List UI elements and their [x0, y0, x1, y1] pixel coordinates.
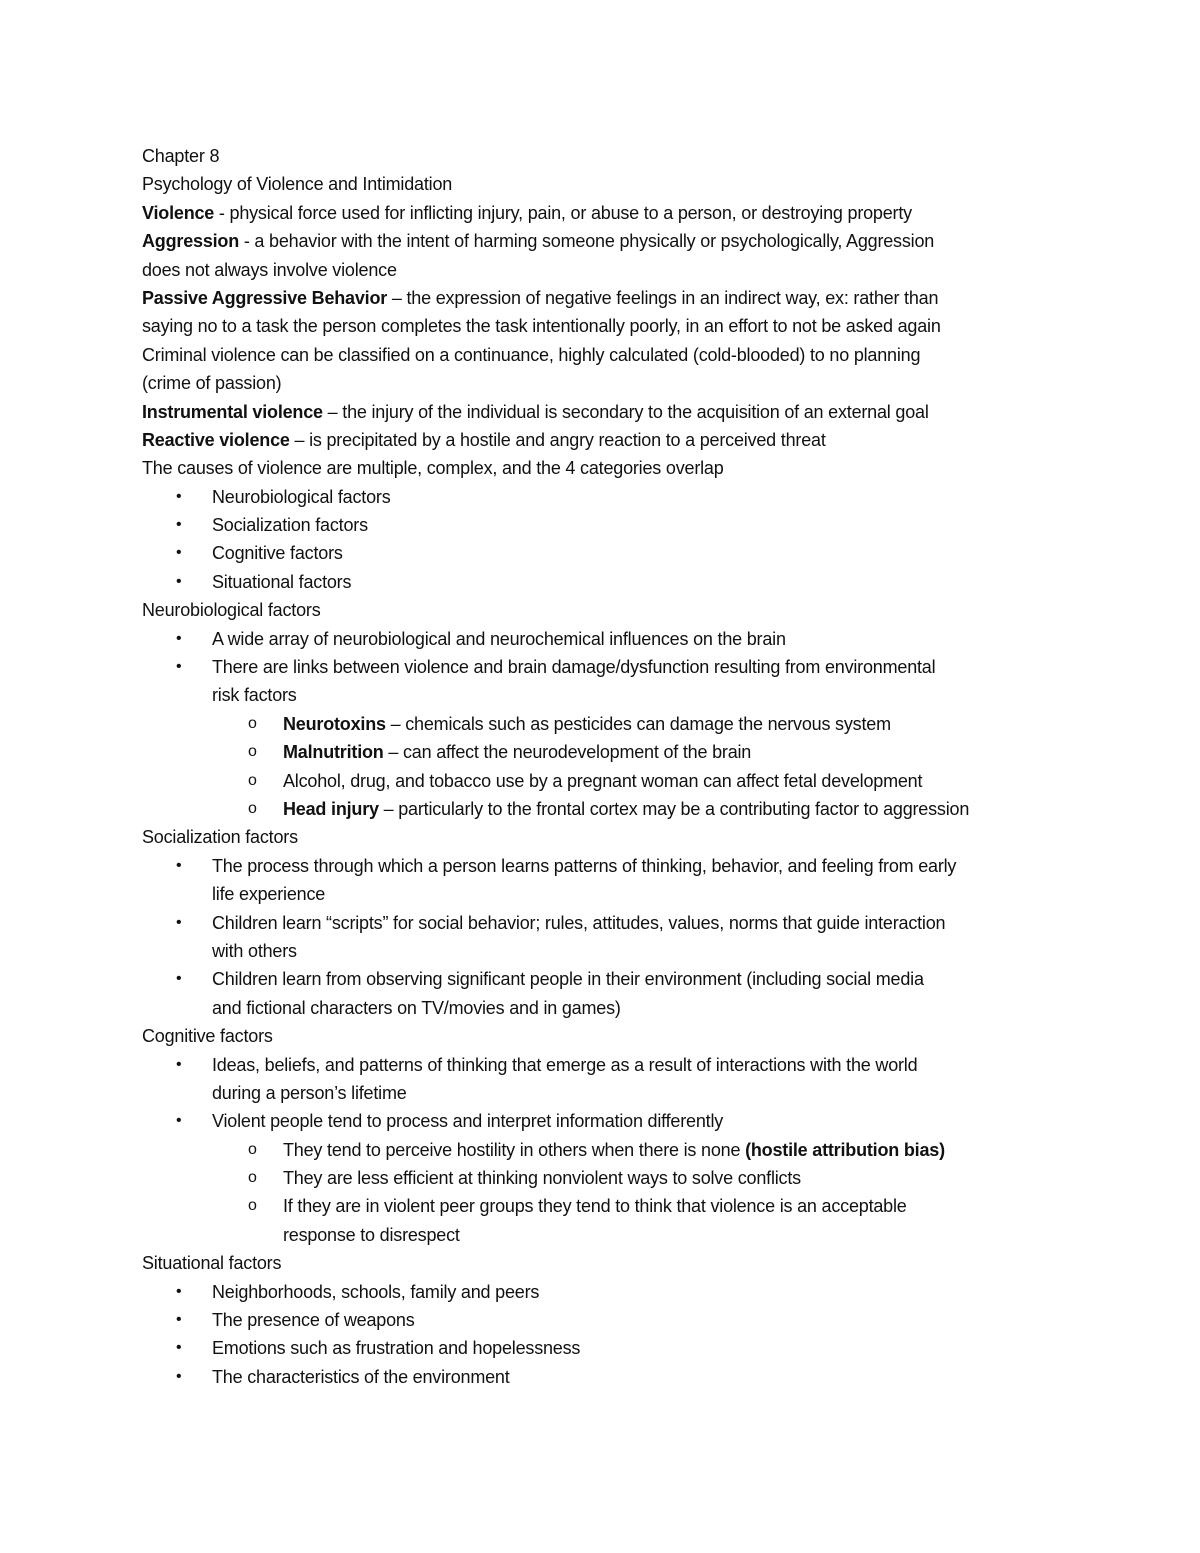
definition-text: - physical force used for inflicting injury, pain, or abuse to a person, or destroying property [214, 202, 912, 223]
list-item-cont: risk factors [212, 685, 297, 706]
list-item-cont: during a person’s lifetime [212, 1082, 407, 1103]
bullet-icon: • [176, 970, 182, 988]
list-item-cont: and fictional characters on TV/movies and in games) [212, 997, 621, 1018]
list-item: • The presence of weapons [142, 1306, 1072, 1334]
list-item: • Neighborhoods, schools, family and peers [142, 1278, 1072, 1306]
list-item: • There are links between violence and brain damage/dysfunction resulting from environmental [142, 653, 1072, 681]
bullet-icon: • [176, 658, 182, 676]
term: Passive Aggressive Behavior [142, 287, 388, 308]
list-item: • Ideas, beliefs, and patterns of thinking that emerge as a result of interactions with the world [142, 1051, 1072, 1079]
list-item: • Violent people tend to process and interpret information differently [142, 1107, 1072, 1135]
sub-bullet-icon: o [248, 799, 257, 817]
definition-text: – the expression of negative feelings in an indirect way, ex: rather than [387, 287, 939, 308]
section-heading-situational: Situational factors [142, 1253, 282, 1274]
sub-list-item: o Malnutrition – can affect the neurodevelopment of the brain [142, 738, 1072, 766]
section-heading-neurobiological: Neurobiological factors [142, 600, 321, 621]
bullet-icon: • [176, 516, 182, 534]
section-heading-cognitive: Cognitive factors [142, 1026, 273, 1047]
definition-violence [142, 199, 1072, 227]
bullet-icon: • [176, 913, 182, 931]
causes-text: The causes of violence are multiple, complex, and the 4 categories overlap [142, 458, 724, 479]
list-item: • Children learn from observing significant people in their environment (including social media [142, 965, 1072, 993]
sub-bullet-icon: o [248, 743, 257, 761]
criminal-violence-text-cont: (crime of passion) [142, 373, 282, 394]
bullet-icon: • [176, 1055, 182, 1073]
bullet-icon: • [176, 856, 182, 874]
definition-text: – is precipitated by a hostile and angry reaction to a perceived threat [289, 429, 826, 450]
sub-bullet-icon: o [248, 771, 257, 789]
list-item: • Cognitive factors [142, 539, 1072, 567]
sub-list-item: o Neurotoxins – chemicals such as pesticides can damage the nervous system [142, 710, 1072, 738]
bullet-icon: • [176, 487, 182, 505]
definition-text: – the injury of the individual is secondary to the acquisition of an external goal [322, 401, 929, 422]
bullet-icon: • [176, 1339, 182, 1357]
chapter-label: Chapter 8 [142, 146, 220, 166]
sub-list-item: o They are less efficient at thinking nonviolent ways to solve conflicts [142, 1164, 1072, 1192]
sub-bullet-icon: o [248, 714, 257, 732]
term: Aggression [142, 231, 240, 252]
sub-list-item: o Alcohol, drug, and tobacco use by a pregnant woman can affect fetal development [142, 767, 1072, 795]
bullet-icon: • [176, 1112, 182, 1130]
bullet-icon: • [176, 1311, 182, 1329]
criminal-violence-text: Criminal violence can be classified on a continuance, highly calculated (cold-blooded) to no planning [142, 344, 921, 365]
sub-list-item: o If they are in violent peer groups they tend to think that violence is an acceptable [142, 1192, 1072, 1220]
bullet-icon: • [176, 572, 182, 590]
definition-aggression-cont: does not always involve violence [142, 259, 397, 280]
list-item: • A wide array of neurobiological and neurochemical influences on the brain [142, 625, 1072, 653]
bullet-icon: • [176, 629, 182, 647]
definition-reactive [142, 426, 1072, 454]
sub-bullet-icon: o [248, 1169, 257, 1187]
document-title: Psychology of Violence and Intimidation [142, 174, 453, 195]
section-heading-socialization: Socialization factors [142, 827, 298, 848]
term: Instrumental violence [142, 401, 323, 422]
list-item-cont: with others [212, 940, 297, 961]
sub-list-item: o They tend to perceive hostility in others when there is none (hostile attribution bias) [142, 1136, 1072, 1164]
definition-passive-aggressive [142, 284, 1072, 312]
document-body [142, 142, 1072, 1391]
bullet-icon: • [176, 1367, 182, 1385]
list-item: • Socialization factors [142, 511, 1072, 539]
sub-list-item: o Head injury – particularly to the frontal cortex may be a contributing factor to aggression [142, 795, 1072, 823]
bullet-icon: • [176, 544, 182, 562]
sub-bullet-icon: o [248, 1197, 257, 1215]
list-item: • Children learn “scripts” for social behavior; rules, attitudes, values, norms that guide interaction [142, 909, 1072, 937]
sub-bullet-icon: o [248, 1140, 257, 1158]
definition-instrumental [142, 398, 1072, 426]
list-item-cont: life experience [212, 884, 326, 905]
bullet-icon: • [176, 1282, 182, 1300]
term: Reactive violence [142, 429, 290, 450]
list-item: • The process through which a person learns patterns of thinking, behavior, and feeling from early [142, 852, 1072, 880]
sub-list-item-cont: response to disrespect [283, 1224, 460, 1245]
list-item: • Neurobiological factors [142, 483, 1072, 511]
list-item: • Situational factors [142, 568, 1072, 596]
definition-text: - a behavior with the intent of harming someone physically or psychologically, Aggression [239, 231, 935, 252]
list-item: • Emotions such as frustration and hopelessness [142, 1334, 1072, 1362]
term: Violence [142, 202, 215, 223]
definition-passive-aggressive-cont: saying no to a task the person completes the task intentionally poorly, in an effort to not be asked again [142, 316, 941, 337]
list-item: • The characteristics of the environment [142, 1363, 1072, 1391]
definition-aggression [142, 227, 1072, 255]
